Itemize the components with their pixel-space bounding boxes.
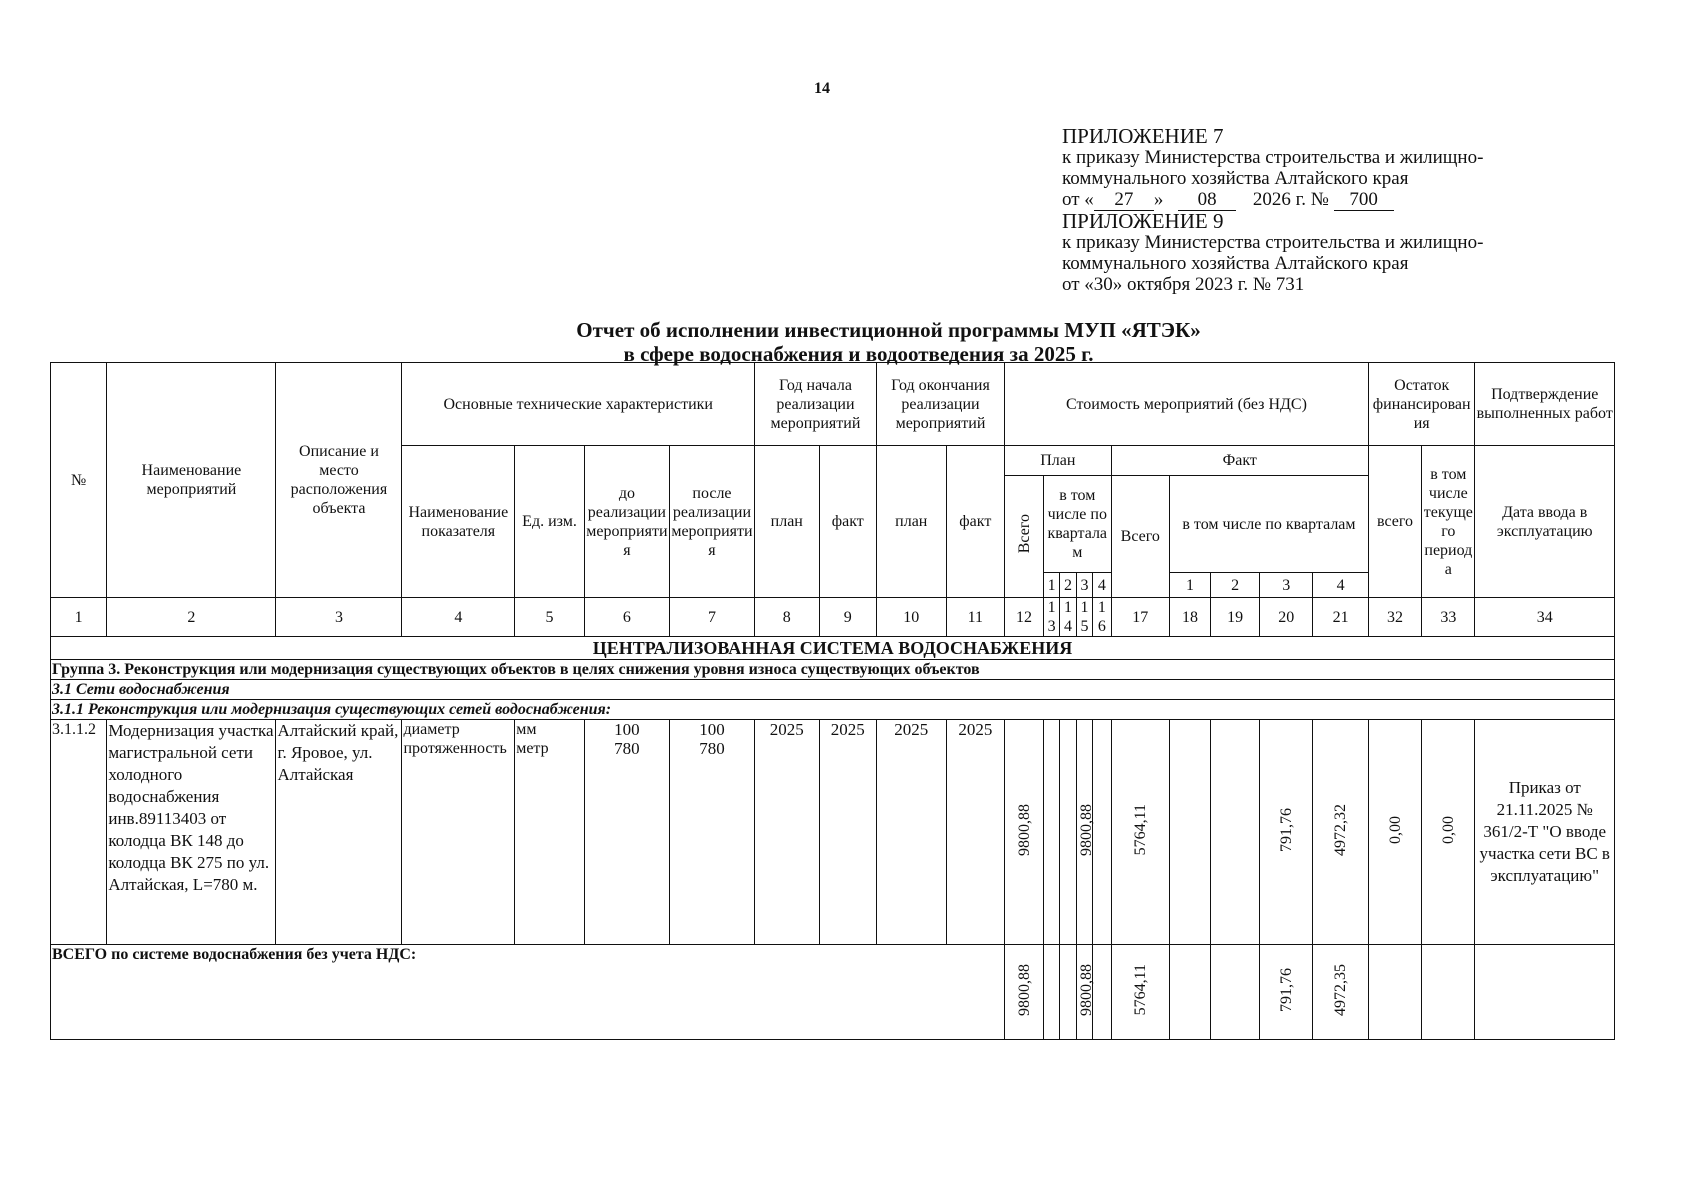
header-plan-q2: 2 [1060, 573, 1076, 598]
header-name: Наименование мероприятий [107, 363, 276, 598]
row-fact-q1 [1169, 720, 1210, 945]
row-end-fact: 2025 [946, 720, 1004, 945]
page-number: 14 [814, 80, 830, 97]
header-end-fact: факт [946, 446, 1004, 598]
header-confirm: Подтверждение выполненных работ [1475, 363, 1615, 446]
row-units [515, 720, 585, 945]
header-end-year: Год окончания реализации мероприятий [876, 363, 1004, 446]
header-start-year: Год начала реализации мероприятий [755, 363, 877, 446]
colnum: 34 [1475, 598, 1615, 637]
group-row [51, 660, 1615, 680]
header-plan-by-quarter: в том числе по кварталам [1043, 476, 1111, 573]
row-before [584, 720, 669, 945]
table-row [51, 720, 1615, 945]
colnum: 17 [1111, 598, 1169, 637]
column-numbers-row [51, 598, 1615, 637]
row-plan-q2 [1060, 720, 1076, 945]
header-row-1 [51, 363, 1615, 446]
row-unit-1: мм [516, 721, 537, 738]
report-table [50, 362, 1615, 1040]
total-fact-q2 [1210, 945, 1259, 1040]
total-blank [51, 965, 1005, 1040]
colnum: 2 [107, 598, 276, 637]
colnum: 14 [1060, 598, 1076, 637]
header-plan-q3: 3 [1076, 573, 1092, 598]
appendix-9-title: ПРИЛОЖЕНИЕ 9 [1062, 209, 1224, 233]
appendix-7 [1062, 126, 1483, 295]
colnum: 32 [1368, 598, 1421, 637]
header-plan-q1: 1 [1043, 573, 1059, 598]
row-name: Модернизация участка магистральной сети холодного водоснабжения инв.89113403 от колодца ВК 148 до колодца ВК 275 по ул. Алтайская, L=780 м. [107, 720, 276, 945]
header-end-plan: план [876, 446, 946, 598]
total-fact-q4: 4972,35 [1313, 945, 1368, 1040]
row-unit-2: метр [516, 740, 549, 757]
total-remain-total [1368, 945, 1421, 1040]
header-commission-date: Дата ввода в эксплуатацию [1475, 446, 1615, 598]
colnum: 16 [1093, 598, 1111, 637]
order-month: 08 [1178, 189, 1236, 211]
total-plan-q1 [1043, 945, 1059, 1040]
appendix-9-line2: коммунального хозяйства Алтайского края [1062, 253, 1409, 274]
header-cost-plan: План [1005, 446, 1112, 476]
total-fact-q3: 791,76 [1260, 945, 1313, 1040]
header-plan-q4: 4 [1093, 573, 1111, 598]
colnum: 4 [402, 598, 515, 637]
colnum: 9 [819, 598, 876, 637]
colnum: 20 [1260, 598, 1313, 637]
appendix-9-line3: от «30» октября 2023 г. № 731 [1062, 274, 1305, 295]
colnum: 10 [876, 598, 946, 637]
section-title: ЦЕНТРАЛИЗОВАННАЯ СИСТЕМА ВОДОСНАБЖЕНИЯ [51, 637, 1615, 660]
header-fact-total: Всего [1111, 476, 1169, 598]
item-group-title: 3.1.1 Реконструкция или модернизация существующих сетей водоснабжения: [51, 700, 1615, 720]
colnum: 15 [1076, 598, 1092, 637]
appendix-7-date [1062, 189, 1483, 211]
row-description: Алтайский край, г. Яровое, ул. Алтайская [276, 720, 402, 945]
row-start-fact: 2025 [819, 720, 876, 945]
colnum: 19 [1210, 598, 1259, 637]
row-plan-total: 9800,88 [1005, 720, 1044, 945]
header-cost: Стоимость мероприятий (без НДС) [1005, 363, 1369, 446]
row-plan-q1 [1043, 720, 1059, 945]
report-title-line2: в сфере водоснабжения и водоотведения за 2025 г. [623, 342, 1094, 366]
colnum: 6 [584, 598, 669, 637]
header-no: № [51, 363, 107, 598]
header-tech-name: Наименование показателя [402, 446, 515, 598]
row-fact-q4: 4972,32 [1313, 720, 1368, 945]
report-title-line1: Отчет об исполнении инвестиционной программы МУП «ЯТЭК» [576, 318, 1201, 342]
total-plan-q2 [1060, 945, 1076, 1040]
header-fact-q3: 3 [1260, 573, 1313, 598]
row-before-1: 100 [614, 720, 640, 739]
colnum: 13 [1043, 598, 1059, 637]
row-start-plan: 2025 [755, 720, 820, 945]
total-plan-total: 9800,88 [1005, 945, 1044, 1040]
header-fact-q4: 4 [1313, 573, 1368, 598]
header-remain: Остаток финансирования [1368, 363, 1475, 446]
row-remain-total: 0,00 [1368, 720, 1421, 945]
total-fact-q1 [1169, 945, 1210, 1040]
row-remain-current: 0,00 [1422, 720, 1475, 945]
row-confirm: Приказ от 21.11.2025 № 361/2-Т "О вводе участка сети ВС в эксплуатацию" [1475, 720, 1615, 945]
appendix-7-line1: к приказу Министерства строительства и жилищно- [1062, 147, 1484, 168]
colnum: 8 [755, 598, 820, 637]
row-fact-total: 5764,11 [1111, 720, 1169, 945]
header-cost-fact: Факт [1111, 446, 1368, 476]
header-start-plan: план [755, 446, 820, 598]
total-label: ВСЕГО по системе водоснабжения без учета НДС: [51, 945, 1005, 965]
colnum: 12 [1005, 598, 1044, 637]
row-before-2: 780 [614, 739, 640, 758]
colnum: 18 [1169, 598, 1210, 637]
subgroup-row [51, 680, 1615, 700]
row-fact-q2 [1210, 720, 1259, 945]
total-fact-total: 5764,11 [1111, 945, 1169, 1040]
colnum: 1 [51, 598, 107, 637]
row-no: 3.1.1.2 [51, 720, 107, 945]
header-description: Описание и место расположения объекта [276, 363, 402, 598]
row-after [669, 720, 754, 945]
header-fact-q2: 2 [1210, 573, 1259, 598]
section-row [51, 637, 1615, 660]
total-label-row [51, 945, 1615, 965]
appendix-7-line2: коммунального хозяйства Алтайского края [1062, 168, 1409, 189]
header-fact-by-quarter: в том числе по кварталам [1169, 476, 1368, 573]
order-year: 2026 г. № [1252, 189, 1329, 210]
colnum: 7 [669, 598, 754, 637]
header-remain-total: всего [1368, 446, 1421, 598]
date-sep: » [1153, 189, 1164, 210]
row-plan-q3: 9800,88 [1076, 720, 1092, 945]
appendix-7-title: ПРИЛОЖЕНИЕ 7 [1062, 124, 1224, 148]
row-tech-name: диаметр протяженность [402, 720, 515, 945]
report-title [0, 318, 1697, 366]
item-group-row [51, 700, 1615, 720]
colnum: 5 [515, 598, 585, 637]
total-remain-current [1422, 945, 1475, 1040]
group-title: Группа 3. Реконструкция или модернизация существующих объектов в целях снижения уровня износа существующих объектов [51, 660, 1615, 680]
row-after-2: 780 [699, 739, 725, 758]
colnum: 3 [276, 598, 402, 637]
appendix-9-line1: к приказу Министерства строительства и жилищно- [1062, 232, 1484, 253]
header-remain-current: в том числе текущего периода [1422, 446, 1475, 598]
header-tech-after: после реализации мероприятия [669, 446, 754, 598]
total-plan-q3: 9800,88 [1076, 945, 1092, 1040]
order-number: 700 [1334, 189, 1394, 211]
colnum: 11 [946, 598, 1004, 637]
subgroup-title: 3.1 Сети водоснабжения [51, 680, 1615, 700]
header-tech-before: до реализации мероприятия [584, 446, 669, 598]
header-start-fact: факт [819, 446, 876, 598]
header-plan-total: Всего [1005, 476, 1044, 598]
header-tech: Основные технические характеристики [402, 363, 755, 446]
row-end-plan: 2025 [876, 720, 946, 945]
row-after-1: 100 [699, 720, 725, 739]
header-fact-q1: 1 [1169, 573, 1210, 598]
colnum: 21 [1313, 598, 1368, 637]
header-tech-unit: Ед. изм. [515, 446, 585, 598]
total-confirm [1475, 945, 1615, 1040]
row-fact-q3: 791,76 [1260, 720, 1313, 945]
order-day: 27 [1094, 189, 1154, 211]
date-prefix: от « [1062, 189, 1094, 210]
colnum: 33 [1422, 598, 1475, 637]
